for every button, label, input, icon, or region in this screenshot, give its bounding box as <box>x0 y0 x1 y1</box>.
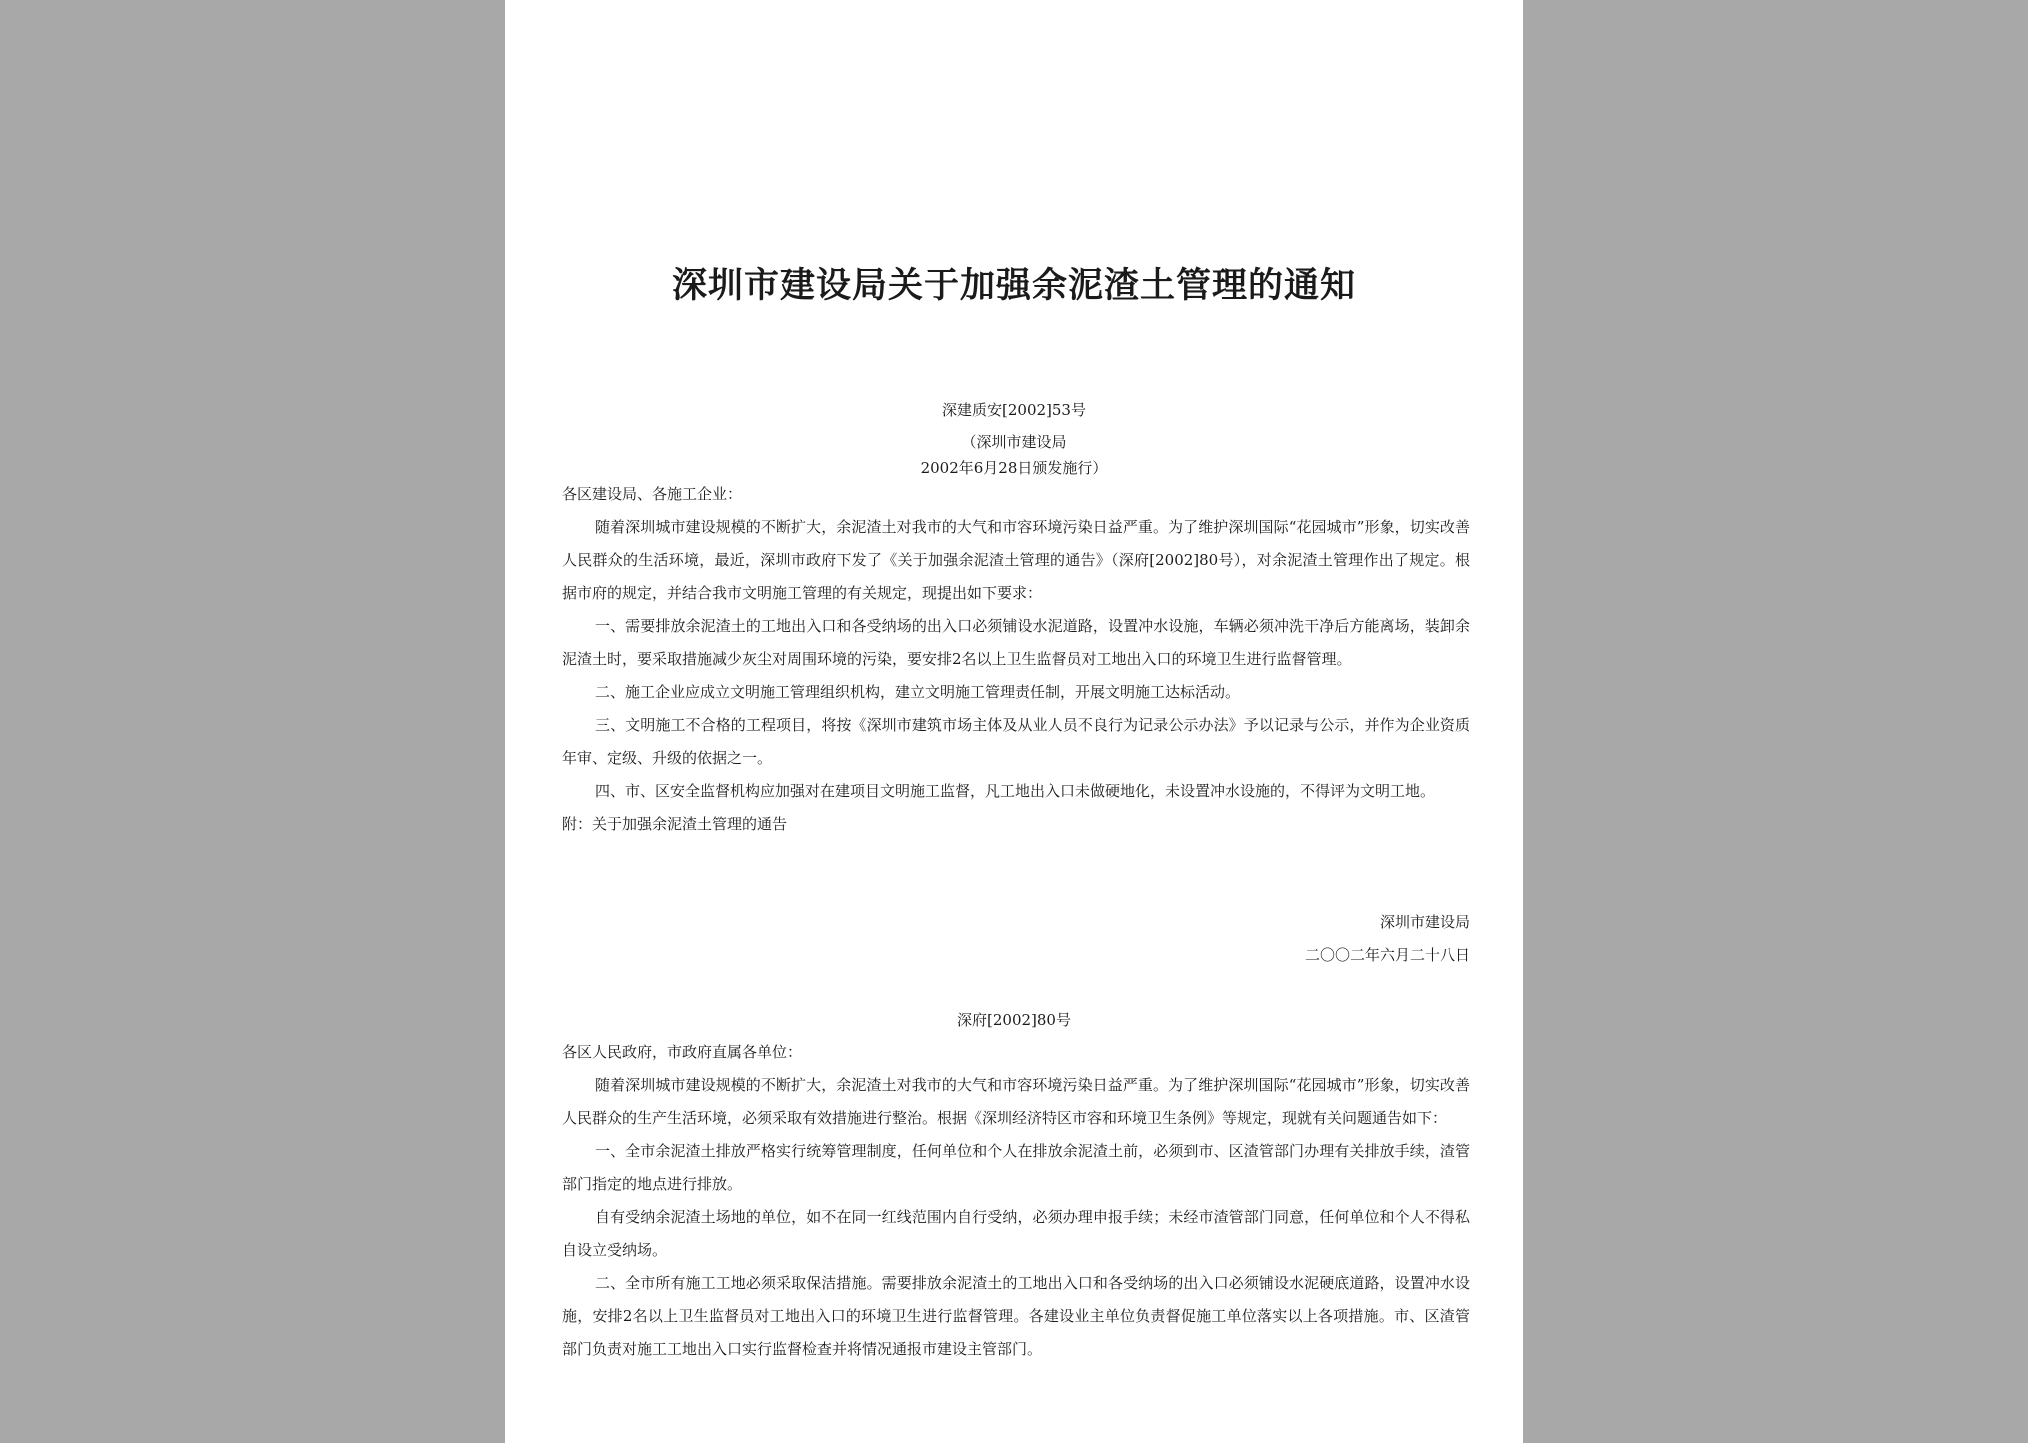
attached-paragraph-item-2: 二、全市所有施工工地必须采取保洁措施。需要排放余泥渣土的工地出入口和各受纳场的出入口必须铺设水泥硬底道路，设置冲水设施，安排2名以上卫生监督员对工地出入口的环境卫生进行监督管理。各建设业主单位负责督促施工单位落实以上各项措施。市、区渣管部门负责对施工工地出入口实行监督检查并将情况通报市建设主管部门。 <box>562 1274 1470 1358</box>
doc-number: 深建质安[2002]53号 <box>942 401 1086 419</box>
attached-notice-body <box>562 1036 1470 1366</box>
salutation: 各区建设局、各施工企业： <box>562 485 743 503</box>
paragraph-item-2: 二、施工企业应成立文明施工管理组织机构，建立文明施工管理责任制，开展文明施工达标活动。 <box>595 683 1241 701</box>
signature-org: 深圳市建设局 <box>1379 913 1470 931</box>
notice-body <box>562 478 1470 841</box>
paragraph-item-4: 四、市、区安全监督机构应加强对在建项目文明施工监督，凡工地出入口未做硬地化，未设置冲水设施的，不得评为文明工地。 <box>595 782 1436 800</box>
attached-paragraph-item-1b: 自有受纳余泥渣土场地的单位，如不在同一红线范围内自行受纳，必须办理申报手续；未经市渣管部门同意，任何单位和个人不得私自设立受纳场。 <box>562 1208 1470 1259</box>
paragraph-item-3: 三、文明施工不合格的工程项目，将按《深圳市建筑市场主体及从业人员不良行为记录公示办法》予以记录与公示，并作为企业资质年审、定级、升级的依据之一。 <box>562 716 1470 767</box>
attached-salutation: 各区人民政府，市政府直属各单位： <box>562 1043 803 1061</box>
document-title: 深圳市建设局关于加强余泥渣土管理的通知 <box>671 265 1356 306</box>
document-page <box>505 0 1523 1443</box>
paragraph-item-1: 一、需要排放余泥渣土的工地出入口和各受纳场的出入口必须铺设水泥道路，设置冲水设施，车辆必须冲洗干净后方能离场，装卸余泥渣土时，要采取措施减少灰尘对周围环境的污染，要安排2名以上卫生监督员对工地出入口的环境卫生进行监督管理。 <box>562 617 1470 668</box>
date-line: 2002年6月28日颁发施行） <box>920 459 1108 477</box>
issuer-line: （深圳市建设局 <box>961 433 1067 451</box>
attached-paragraph-item-1: 一、全市余泥渣土排放严格实行统筹管理制度，任何单位和个人在排放余泥渣土前，必须到市、区渣管部门办理有关排放手续，渣管部门指定的地点进行排放。 <box>562 1142 1470 1193</box>
paragraph-intro: 随着深圳城市建设规模的不断扩大，余泥渣土对我市的大气和市容环境污染日益严重。为了维护深圳国际“花园城市”形象，切实改善人民群众的生活环境，最近，深圳市政府下发了《关于加强余泥渣土管理的通告》（深府[2002]80号），对余泥渣土管理作出了规定。根据市府的规定，并结合我市文明施工管理的有关规定，现提出如下要求： <box>562 518 1470 602</box>
signature-date: 二〇〇二年六月二十八日 <box>1304 946 1470 964</box>
attachment-line: 附：关于加强余泥渣土管理的通告 <box>562 815 788 833</box>
attached-notice-number: 深府[2002]80号 <box>957 1011 1071 1029</box>
attached-paragraph-intro: 随着深圳城市建设规模的不断扩大，余泥渣土对我市的大气和市容环境污染日益严重。为了维护深圳国际“花园城市”形象，切实改善人民群众的生产生活环境，必须采取有效措施进行整治。根据《深圳经济特区市容和环境卫生条例》等规定，现就有关问题通告如下： <box>562 1076 1470 1127</box>
